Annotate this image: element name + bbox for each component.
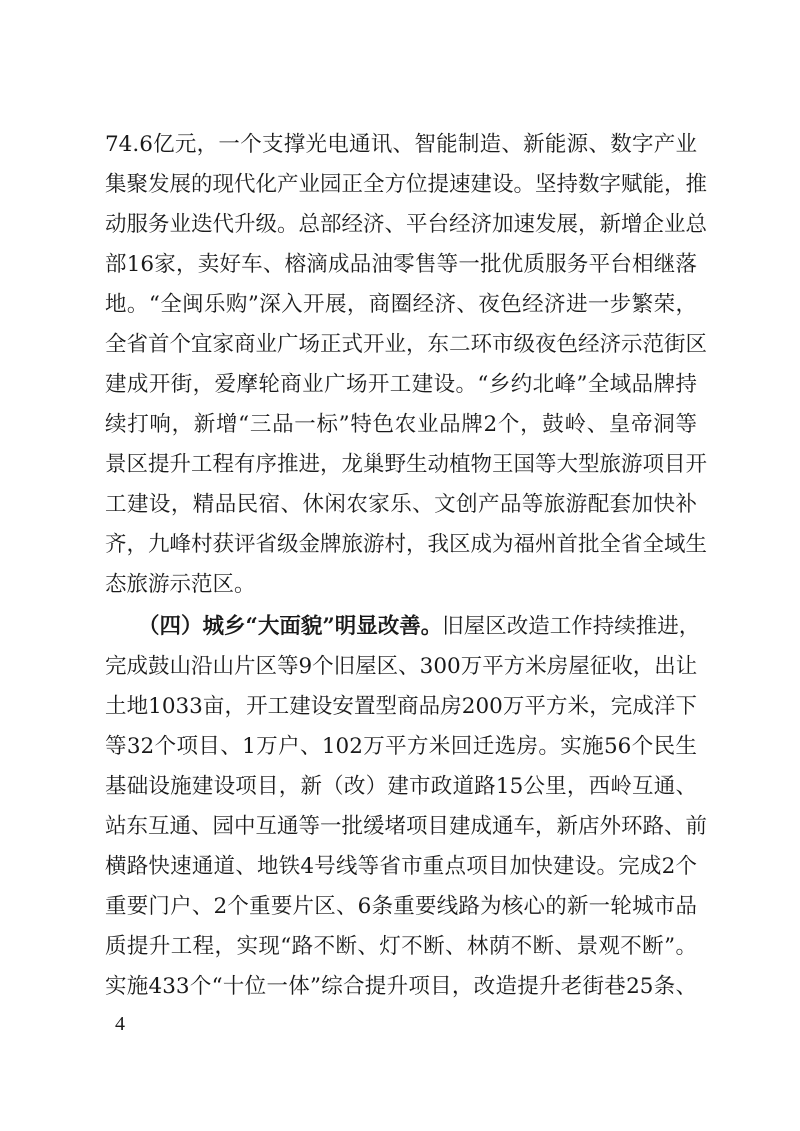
paragraph-line: 工建设，精品民宿、休闲农家乐、文创产品等旅游配套加快补	[105, 492, 697, 517]
paragraph-line: 动服务业迭代升级。总部经济、平台经济加速发展，新增企业总	[105, 212, 708, 237]
paragraph-line: 实施433个“十位一体”综合提升项目，改造提升老街巷25条、	[105, 974, 697, 999]
paragraph-line: 基础设施建设项目，新（改）建市政道路15公里，西岭互通、	[105, 774, 697, 799]
paragraph-line: 74.6亿元，一个支撑光电通讯、智能制造、新能源、数字产业	[105, 132, 697, 157]
paragraph-line: 土地1033亩，开工建设安置型商品房200万平方米，完成洋下	[105, 694, 697, 719]
paragraph-line: 等32个项目、1万户、102万平方米回迁选房。实施56个民生	[105, 734, 697, 759]
paragraph-line: 续打响，新增“三品一标”特色农业品牌2个，鼓岭、皇帝洞等	[105, 412, 697, 437]
paragraph-line: 质提升工程，实现“路不断、灯不断、林荫不断、景观不断”。	[105, 934, 697, 959]
paragraph-line: 景区提升工程有序推进，龙巢野生动植物王国等大型旅游项目开	[105, 452, 708, 477]
paragraph-line: 齐，九峰村获评省级金牌旅游村，我区成为福州首批全省全域生	[105, 532, 708, 557]
paragraph-line: 建成开街，爱摩轮商业广场开工建设。“乡约北峰”全域品牌持	[105, 372, 697, 397]
paragraph-line: 全省首个宜家商业广场正式开业，东二环市级夜色经济示范街区	[105, 332, 708, 357]
section-first-line	[138, 612, 701, 642]
paragraph-line: 态旅游示范区。	[105, 572, 256, 597]
paragraph-line: 横路快速通道、地铁4号线等省市重点项目加快建设。完成2个	[105, 854, 697, 879]
paragraph-line: 地。“全闽乐购”深入开展，商圈经济、夜色经济进一步繁荣，	[105, 292, 697, 317]
paragraph-line: 重要门户、2个重要片区、6条重要线路为核心的新一轮城市品	[105, 894, 697, 919]
paragraph-line: 部16家，卖好车、榕滴成品油零售等一批优质服务平台相继落	[105, 252, 697, 277]
section-heading: （四）城乡“大面貌”明显改善。	[138, 614, 443, 639]
paragraph-line: 完成鼓山沿山片区等9个旧屋区、300万平方米房屋征收，出让	[105, 654, 698, 679]
page-number: 4	[115, 1013, 125, 1035]
paragraph-line: 站东互通、园中互通等一批缓堵项目建成通车，新店外环路、前	[105, 814, 708, 839]
paragraph-line: 集聚发展的现代化产业园正全方位提速建设。坚持数字赋能，推	[105, 172, 708, 197]
section-first-line-text: 旧屋区改造工作持续推进，	[442, 614, 701, 639]
